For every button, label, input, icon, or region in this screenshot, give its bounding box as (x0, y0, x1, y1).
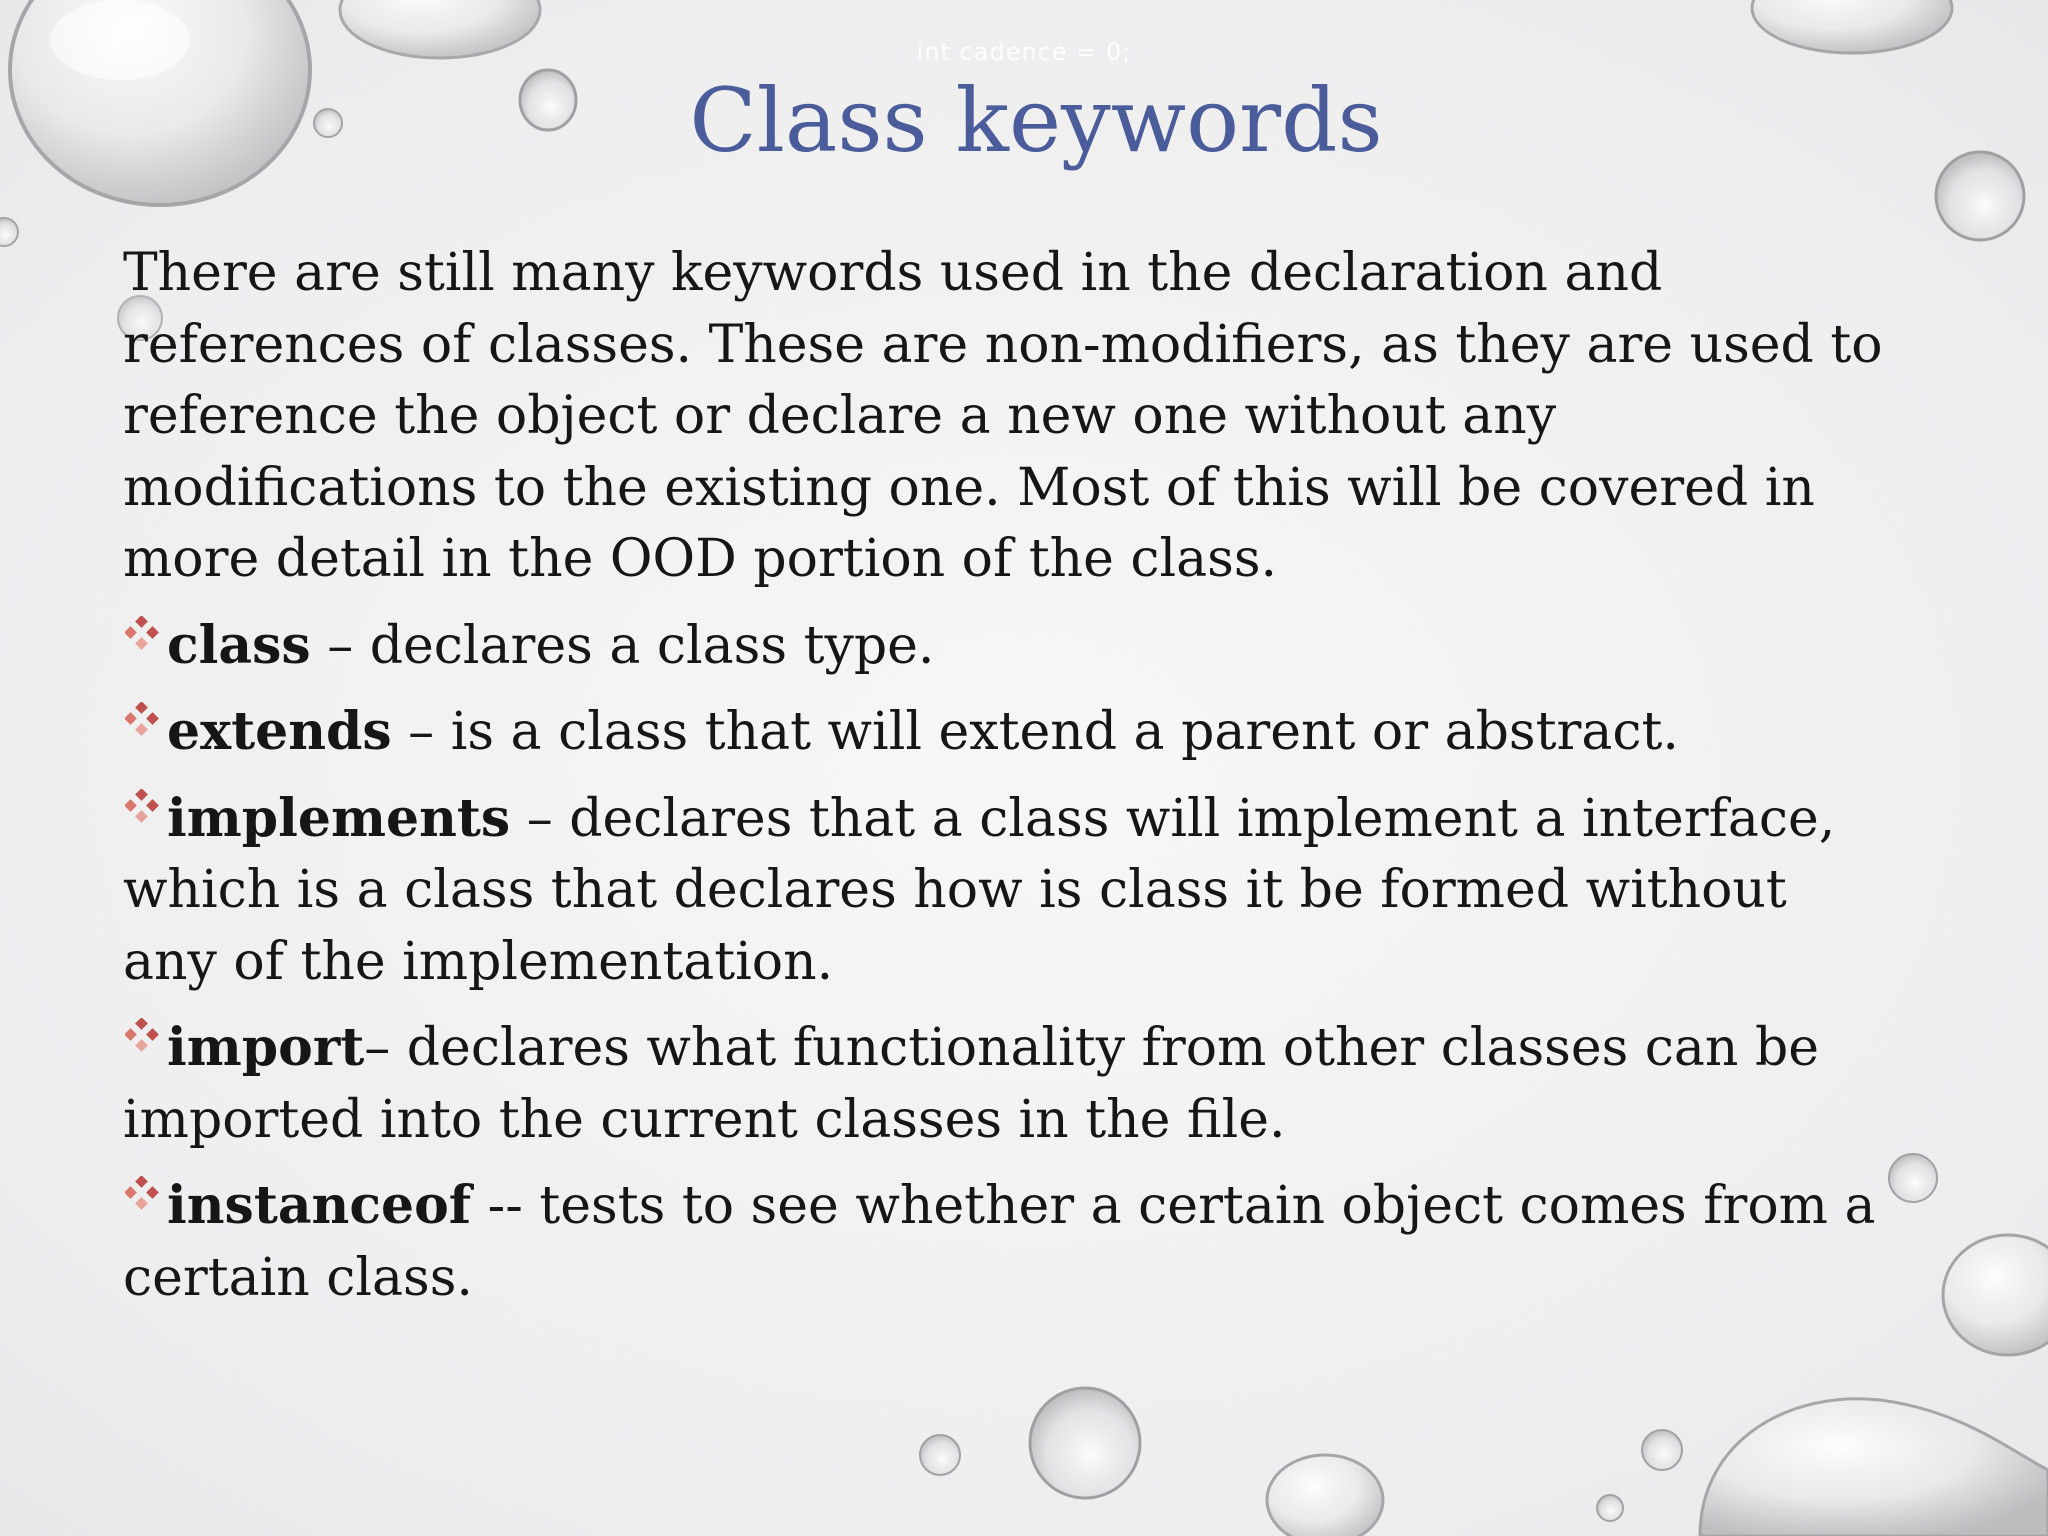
droplet (1030, 1388, 1140, 1498)
droplet (0, 218, 18, 246)
keyword-description: – declares that a class will implement a interface, which is a class that declares how is class it be formed without any of the implementation. (123, 788, 1836, 992)
droplet (1642, 1430, 1682, 1470)
keyword-description: – is a class that will extend a parent or abstract. (391, 702, 1679, 762)
droplet (1700, 1399, 2048, 1536)
droplet (1889, 1154, 1937, 1202)
keyword: instanceof (167, 1175, 472, 1236)
keyword: class (167, 614, 311, 676)
slide-title: Class keywords (689, 69, 1383, 172)
four-diamond-bullet-icon (123, 1012, 167, 1083)
keyword: extends (167, 701, 392, 762)
four-diamond-bullet-icon (123, 696, 167, 767)
watermark-text: int cadence = 0; (916, 38, 1132, 66)
intro-paragraph: There are still many keywords used in the declaration and references of classes. These are non-modifiers, as they are used to reference the object or declare a new one without any modifications to the existing one. Most of this will be covered in more detail in the OOD portion of the class. (123, 243, 1883, 589)
slide-body (123, 238, 1883, 1328)
list-item (123, 1012, 1883, 1156)
keyword: implements (167, 787, 511, 849)
list-item (123, 1170, 1883, 1314)
droplet (920, 1435, 960, 1475)
list-item (123, 783, 1883, 999)
keyword-description: – declares what functionality from other classes can be imported into the current classes in the file. (123, 1018, 1820, 1150)
keyword-description: -- tests to see whether a certain object comes from a certain class. (123, 1176, 1876, 1308)
droplet (1597, 1495, 1623, 1521)
keyword-description: – declares a class type. (310, 615, 935, 676)
droplet (1267, 1455, 1383, 1536)
list-item (123, 696, 1883, 769)
four-diamond-bullet-icon (123, 610, 167, 681)
keyword: import (167, 1017, 365, 1078)
four-diamond-bullet-icon (123, 1170, 167, 1241)
four-diamond-bullet-icon (123, 783, 167, 854)
list-item (123, 610, 1883, 683)
droplet (1943, 1235, 2048, 1355)
